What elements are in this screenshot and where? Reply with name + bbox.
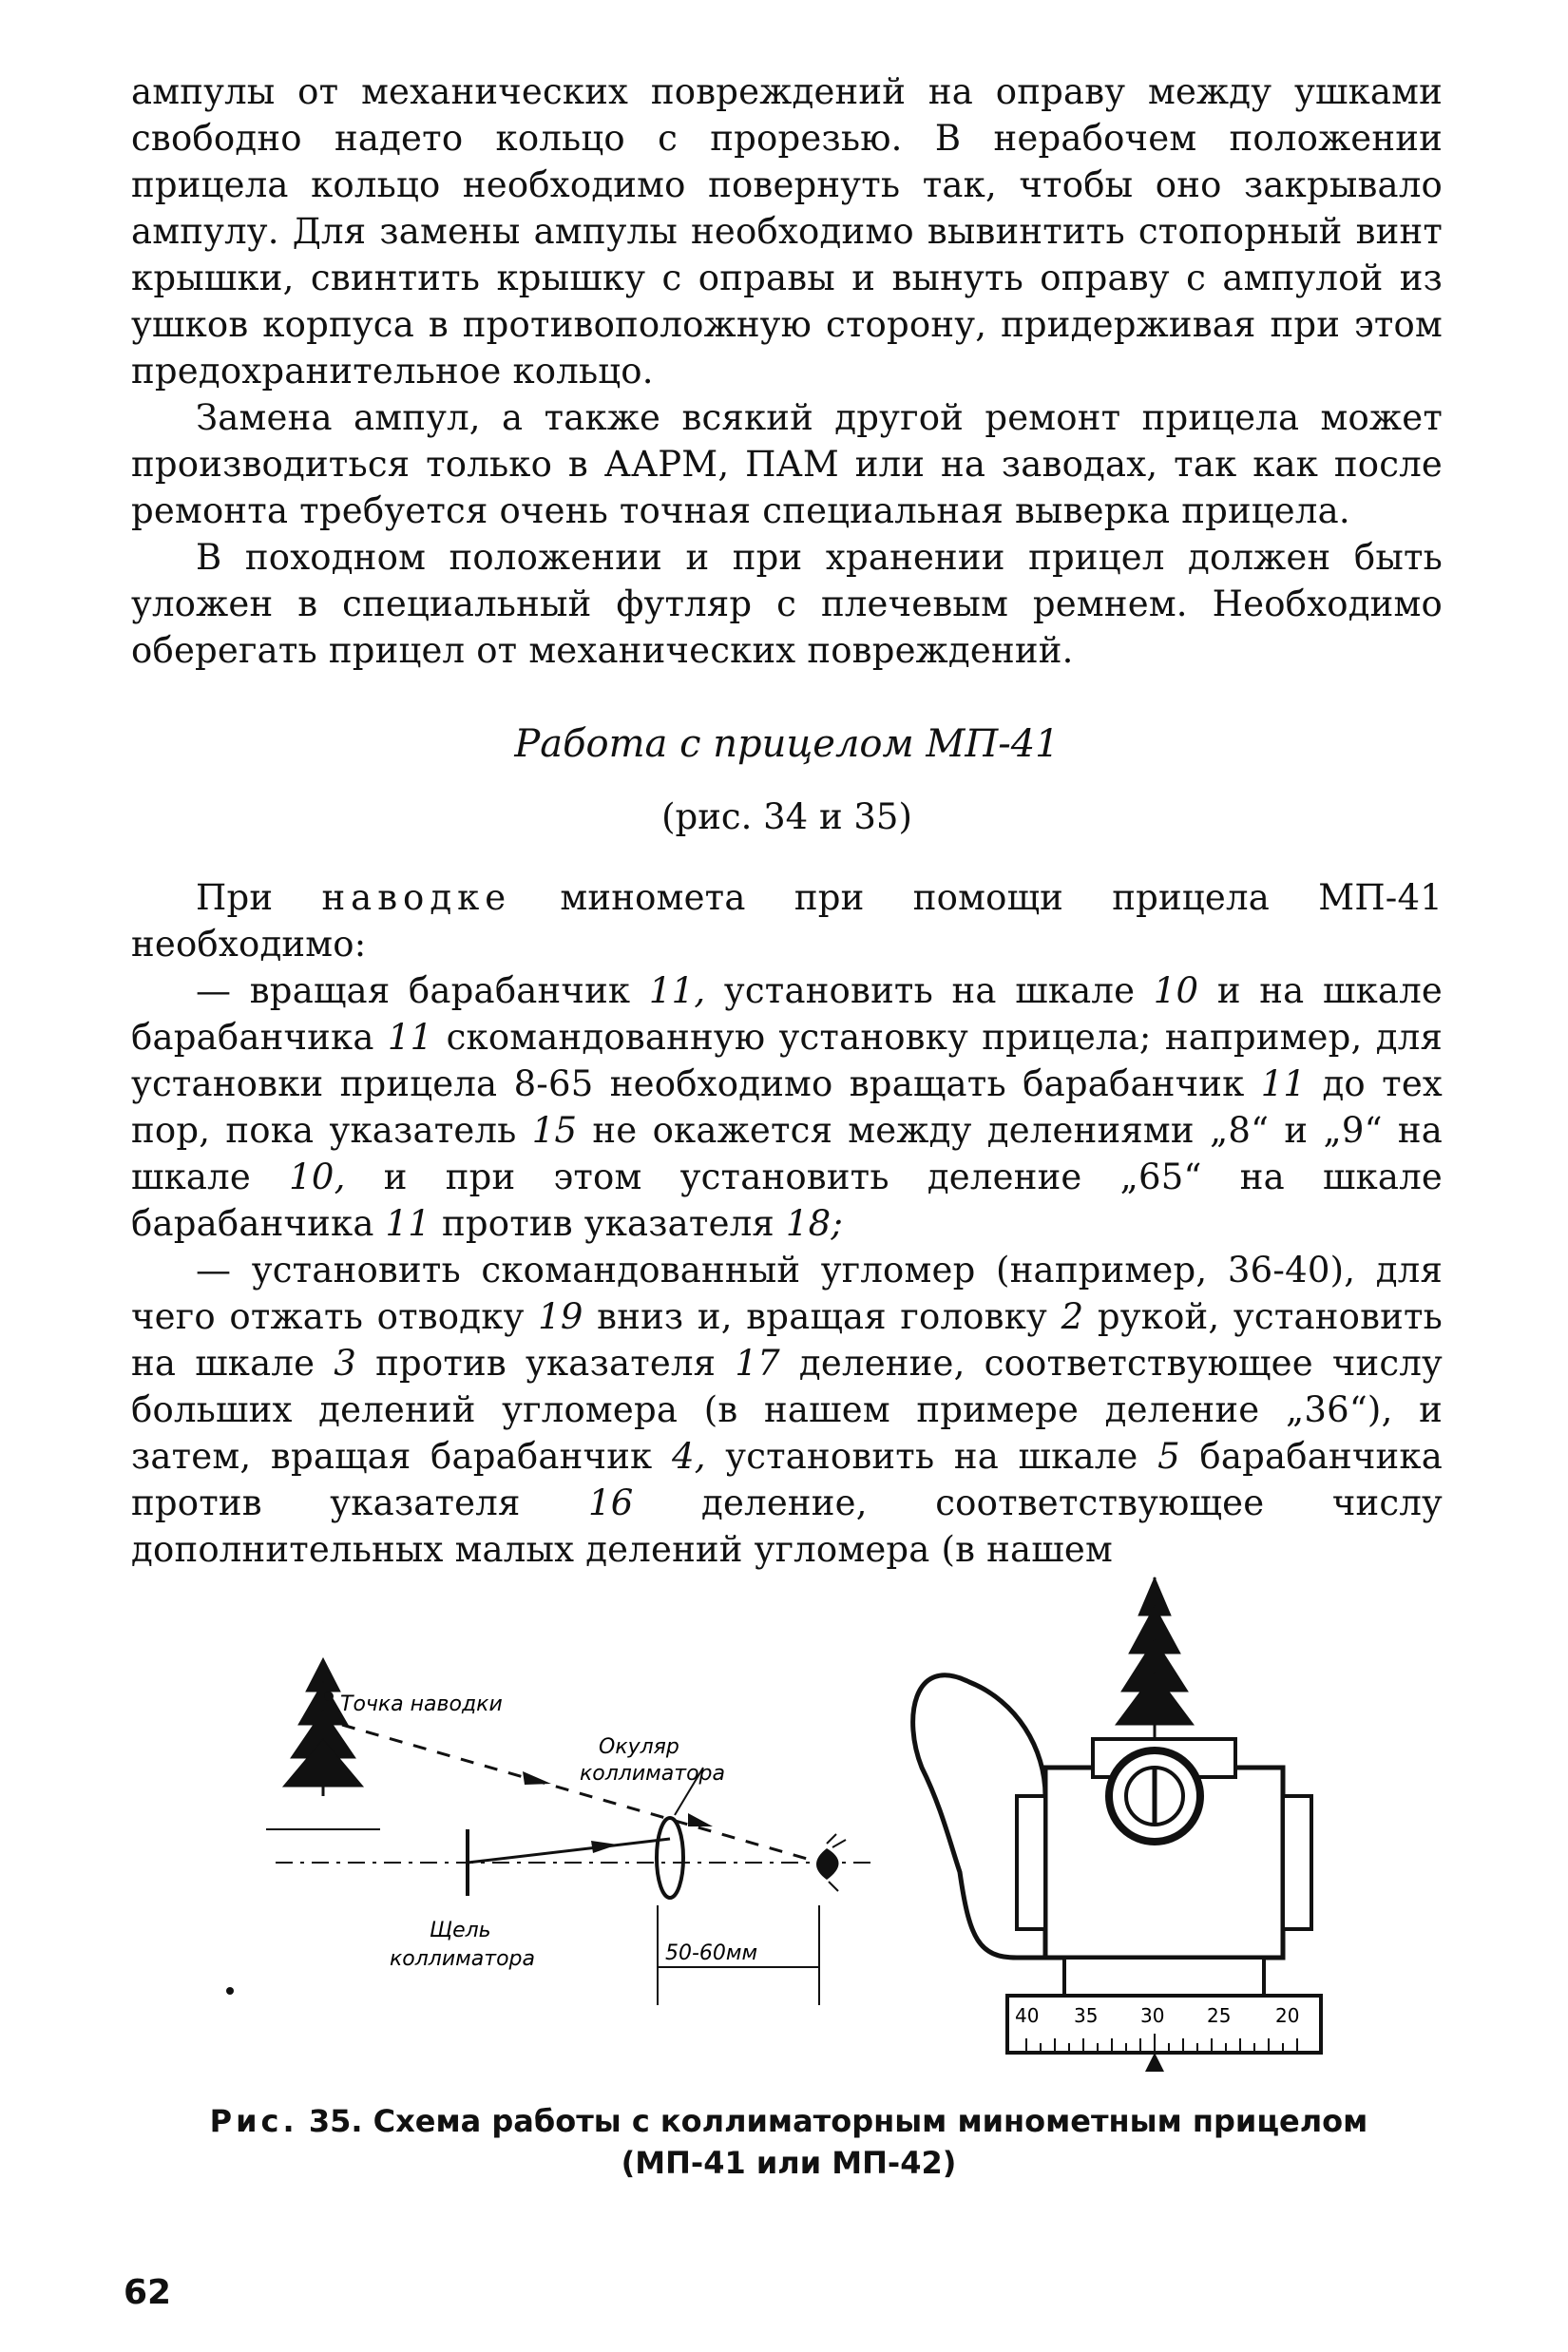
section-subtitle: (рис. 34 и 35) — [661, 796, 912, 837]
arrow-head — [523, 1771, 551, 1785]
scale-label: 20 — [1275, 2004, 1300, 2027]
p5-text: — вращая барабанчик — [196, 970, 649, 1011]
caption-lead: Рис. — [209, 2103, 298, 2139]
p6-text: установить на шкале — [705, 1436, 1158, 1477]
p6-text: барабанчика против указателя — [131, 1436, 1443, 1523]
beam-line — [468, 1839, 670, 1863]
p5-ref: 11 — [1260, 1063, 1307, 1104]
p6-ref: 2 — [1061, 1296, 1084, 1337]
p5-text: против указателя — [430, 1203, 786, 1244]
tree-icon-right — [1116, 1578, 1194, 1739]
p5-ref: 10 — [1153, 970, 1199, 1011]
p5-text: и на шкале барабанчика — [131, 970, 1443, 1058]
p6-text: против указателя — [356, 1343, 736, 1384]
p5-text: скомандованную установку прицела; например, для установки прицела 8-65 необходимо вращать барабанчик — [131, 1017, 1443, 1104]
p6-ref: 16 — [588, 1482, 634, 1523]
p5-ref: 15 — [531, 1110, 578, 1151]
aim-point-marker — [324, 1692, 334, 1701]
eyepiece-lens — [657, 1818, 683, 1898]
p6-text: деление, соответствующее числу больших делений угломера (в нашем примере деление „36“), и затем, вращая барабанчик — [131, 1343, 1444, 1477]
paragraph-4-lead-b: миномета при помощи прицела МП-41 необходимо: — [131, 877, 1443, 965]
p6-text: рукой, установить на шкале — [131, 1296, 1443, 1384]
label-slit-line2: коллиматора — [390, 1947, 535, 1971]
p5-ref: 11 — [387, 1017, 433, 1058]
p6-ref: 19 — [538, 1296, 583, 1337]
page-number: 62 — [124, 2273, 172, 2312]
p6-ref: 5 — [1157, 1436, 1180, 1477]
scale-label: 25 — [1207, 2004, 1232, 2027]
eye-icon — [816, 1834, 846, 1891]
label-distance: 50-60мм — [665, 1941, 758, 1965]
p6-text: деление, соответствующее числу дополнительных малых делений угломера (в нашем — [131, 1482, 1443, 1570]
label-eyepiece-line2: коллиматора — [580, 1762, 725, 1786]
paragraph-1: ампулы от механических повреждений на оправу между ушками свободно надето кольцо с прорезью. В нерабочем положении прицела кольцо необходимо повернуть так, чтобы оно закрывало ампулу. Для замены ампулы необходимо вывинтить стопорный винт крышки, свинтить крышку с оправы и вынуть оправу с ампулой из ушков корпуса в противоположную сторону, придерживая при этом предохранительное кольцо. — [131, 71, 1443, 392]
p6-ref: 17 — [735, 1343, 780, 1384]
sight-side-cap-left — [1017, 1796, 1045, 1929]
caption-line2: (МП-41 или МП-42) — [621, 2145, 957, 2181]
line-of-sight — [342, 1725, 827, 1864]
label-slit-line1: Щель — [430, 1919, 491, 1942]
section-title: Работа с прицелом МП-41 — [514, 722, 1060, 766]
sight-base — [1064, 1958, 1264, 1996]
figure-35-collimator-scheme — [219, 1558, 1368, 2091]
body-text-block — [131, 874, 1443, 1573]
label-eyepiece-line1: Окуляр — [599, 1735, 679, 1759]
paragraph-4-lead-a: При — [196, 877, 322, 918]
p6-ref: 3 — [334, 1343, 357, 1384]
p5-ref: 10, — [289, 1157, 346, 1197]
label-aim-point: Точка наводки — [340, 1692, 503, 1716]
p5-ref: 18; — [785, 1203, 844, 1244]
p5-text: не окажется между делениями „8“ и „9“ на шкале — [131, 1110, 1444, 1197]
print-dot — [226, 1987, 234, 1995]
caption-line1: 35. Схема работы с коллиматорным минометным прицелом — [297, 2103, 1368, 2139]
scale-label: 40 — [1015, 2004, 1040, 2027]
scale-pointer — [1145, 2053, 1164, 2072]
sight-side-cap-right — [1283, 1796, 1311, 1929]
p5-text: установить на шкале — [705, 970, 1154, 1011]
figure-caption — [190, 2100, 1387, 2184]
p5-ref: 11 — [385, 1203, 431, 1244]
paragraph-6 — [131, 1247, 1443, 1573]
paragraph-4-lead-spaced: наводке — [321, 877, 512, 918]
p6-ref: 4, — [671, 1436, 706, 1477]
paragraph-5 — [131, 967, 1443, 1247]
scale-label: 30 — [1140, 2004, 1165, 2027]
paragraph-4 — [131, 874, 1443, 967]
p5-text: до тех пор, пока указатель — [131, 1063, 1443, 1151]
p5-ref: 11, — [648, 970, 706, 1011]
scale-label: 35 — [1074, 2004, 1099, 2027]
p5-text: и при этом установить деление „65“ на шкале барабанчика — [131, 1157, 1443, 1244]
arrow-head — [591, 1841, 618, 1853]
p6-text: вниз и, вращая головку — [583, 1296, 1061, 1337]
paragraph-2: Замена ампул, а также всякий другой ремонт прицела может производиться только в ААРМ, ПАМ или на заводах, так как после ремонта требуется очень точная специальная выверка прицела. — [131, 397, 1443, 531]
arrow-head — [688, 1813, 713, 1826]
p6-text: — установить скомандованный угломер (например, 36-40), для чего отжать отводку — [131, 1250, 1443, 1337]
paragraph-3: В походном положении и при хранении прицел должен быть уложен в специальный футляр с плечевым ремнем. Необходимо оберегать прицел от механических повреждений. — [131, 537, 1443, 671]
top-text-block — [131, 68, 1443, 674]
